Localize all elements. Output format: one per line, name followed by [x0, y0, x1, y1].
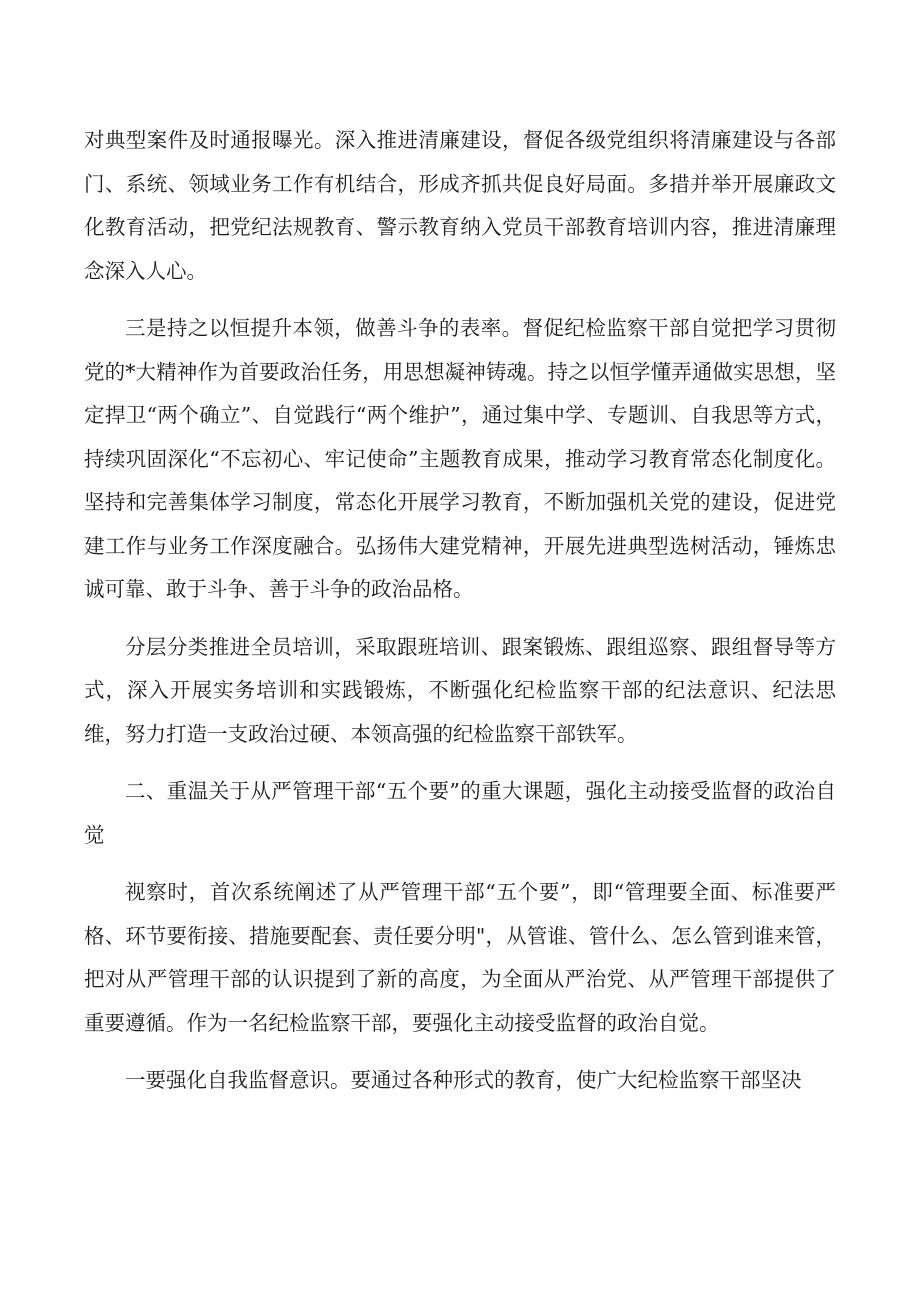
- document-body: [84, 119, 836, 1117]
- paragraph-3: 分层分类推进全员培训，采取跟班培训、跟案锻炼、跟组巡察、跟组督导等方式，深入开展实务培训和实践锻炼，不断强化纪检监察干部的纪法意识、纪法思维，努力打造一支政治过硬、本领高强的纪检监察干部铁军。: [84, 634, 836, 746]
- section-heading: 二、重温关于从严管理干部“五个要”的重大课题，强化主动接受监督的政治自觉: [84, 779, 836, 847]
- paragraph-5: 一要强化自我监督意识。要通过各种形式的教育，使广大纪检监察干部坚决: [125, 1068, 802, 1092]
- paragraph-2: 三是持之以恒提升本领，做善斗争的表率。督促纪检监察干部自觉把学习贯彻党的*大精神作为首要政治任务，用思想凝神铸魂。持之以恒学懂弄通做实思想，坚定捍卫“两个确立”、自觉践行“两个维护”，通过集中学、专题训、自我思等方式，持续巩固深化“不忘初心、牢记使命”主题教育成果，推动学习教育常态化制度化。坚持和完善集体学习制度，常态化开展学习教育，不断加强机关党的建设，促进党建工作与业务工作深度融合。弘扬伟大建党精神，开展先进典型选树活动，锤炼忠诚可靠、敢于斗争、善于斗争的政治品格。: [84, 316, 836, 601]
- paragraph-4: 视察时，首次系统阐述了从严管理干部“五个要”，即“管理要全面、标准要严格、环节要衔接、措施要配套、责任要分明"，从管谁、管什么、怎么管到谁来管，把对从严管理干部的认识提到了新的高度，为全面从严治党、从严管理干部提供了重要遵循。作为一名纪检监察干部，要强化主动接受监督的政治自觉。: [84, 880, 836, 1035]
- paragraph-1: 对典型案件及时通报曝光。深入推进清廉建设，督促各级党组织将清廉建设与各部门、系统、领域业务工作有机结合，形成齐抓共促良好局面。多措并举开展廉政文化教育活动，把党纪法规教育、警示教育纳入党员干部教育培训内容，推进清廉理念深入人心。: [84, 128, 836, 283]
